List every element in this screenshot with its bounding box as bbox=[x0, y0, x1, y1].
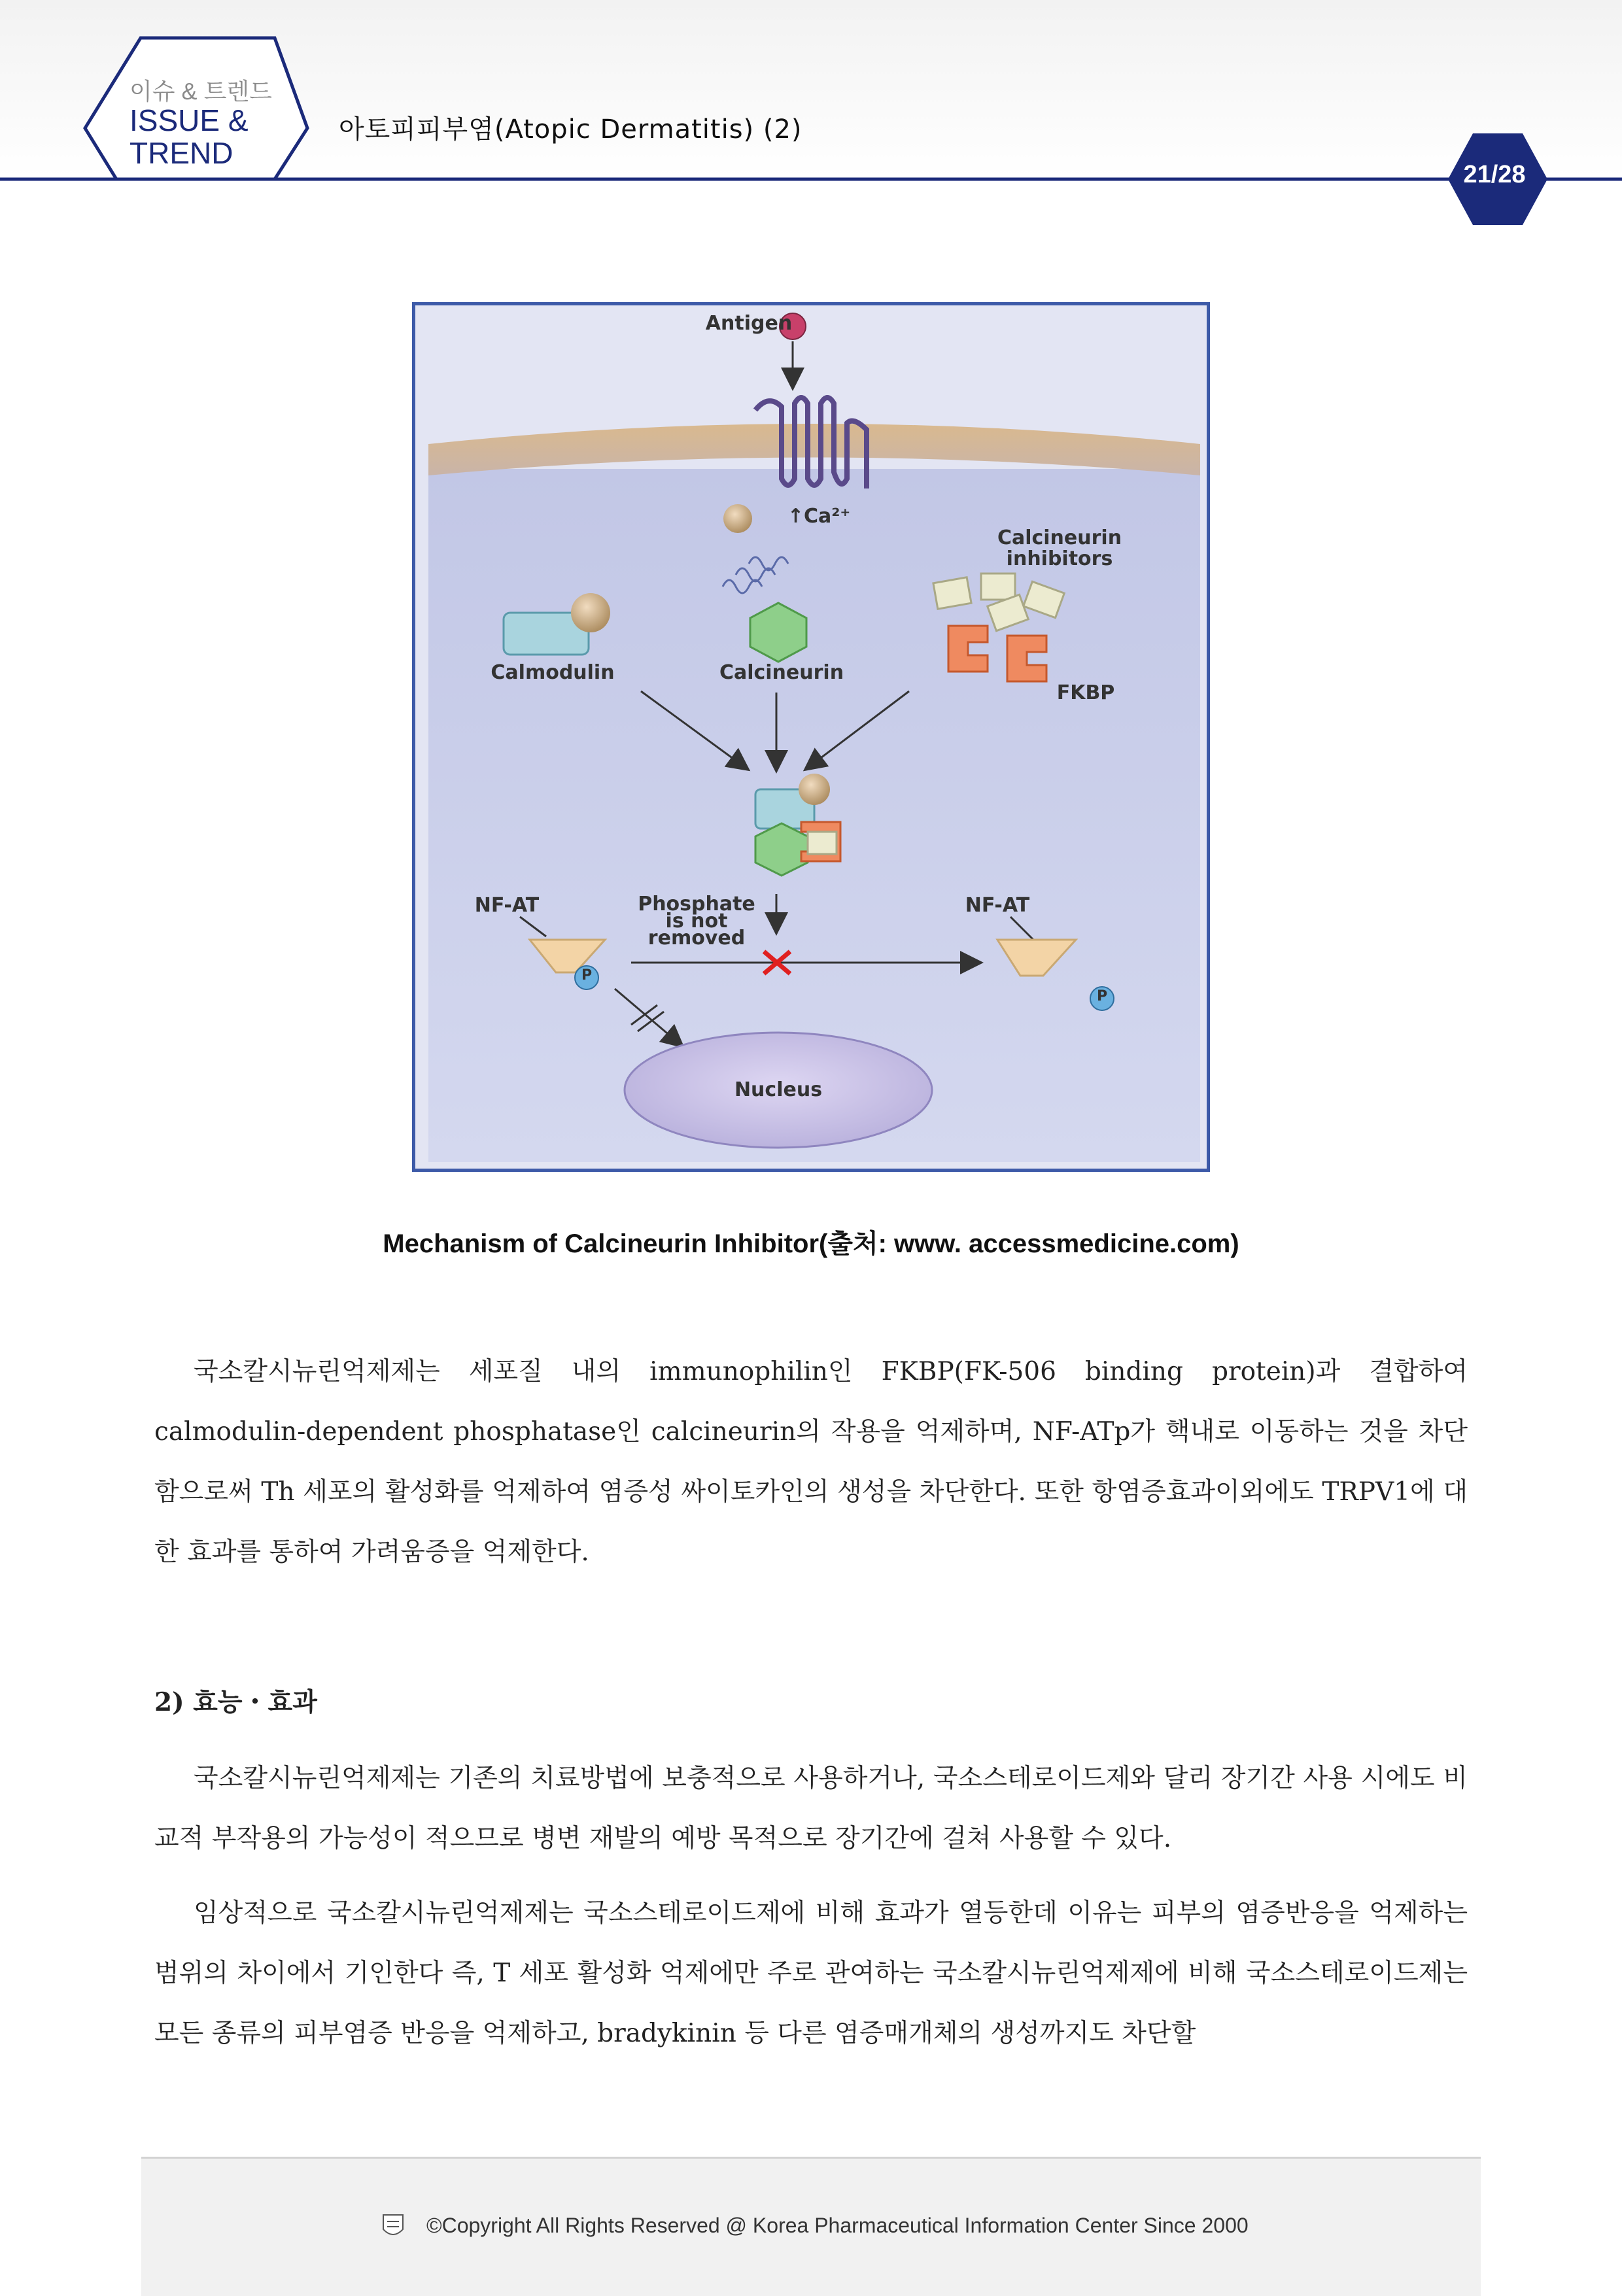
label-calcium: ↑Ca²⁺ bbox=[787, 505, 851, 528]
body-paragraph-1: 국소칼시뉴린억제제는 세포질 내의 immunophilin인 FKBP(FK-506 binding protein)과 결합하여 calmodulin-dependent phosphatase인 calcineurin의 작용을 억제하며, NF-ATp가 핵내로 이동하는 것을 차단함으로써 Th 세포의 활성화를 억제하여 염증성 싸이토카인의 생성을 차단한다. 또한 항염증효과이외에도 TRPV1에 대한 효과를 통하여 가려움증을 억제한다. bbox=[154, 1357, 1468, 1567]
page-number: 21/28 bbox=[1463, 161, 1526, 188]
badge-title-line1: ISSUE & bbox=[129, 103, 249, 137]
body-paragraph-2: 국소칼시뉴린억제제는 기존의 치료방법에 보충적으로 사용하거나, 국소스테로이드제와 달리 장기간 사용 시에도 비교적 부작용의 가능성이 적으므로 병변 재발의 예방 목적으로 장기간에 걸쳐 사용할 수 있다. bbox=[154, 1764, 1468, 1853]
page-footer bbox=[141, 2157, 1481, 2296]
label-nfat-right: NF-AT bbox=[965, 894, 1030, 917]
figure-caption: Mechanism of Calcineurin Inhibitor(출처: www. accessmedicine.com) bbox=[383, 1229, 1239, 1258]
document-title: 아토피피부염(Atopic Dermatitis) (2) bbox=[339, 114, 802, 145]
body-paragraph-3: 임상적으로 국소칼시뉴린억제제는 국소스테로이드제에 비해 효과가 열등한데 이유는 피부의 염증반응을 억제하는 범위의 차이에서 기인한다 즉, T 세포 활성화 억제에만 주로 관여하는 국소칼시뉴린억제제에 비해 국소스테로이드제는 모든 종류의 피부염증 반응을 억제하고, bradykinin 등 다른 염증매개체의 생성까지도 차단할 bbox=[154, 1898, 1468, 2048]
label-calcineurin: Calcineurin bbox=[719, 661, 844, 684]
label-nfat-left: NF-AT bbox=[474, 894, 540, 917]
shield-logo-icon bbox=[382, 2214, 404, 2240]
mechanism-diagram bbox=[415, 305, 1210, 1172]
label-nucleus: Nucleus bbox=[734, 1078, 823, 1101]
label-antigen: Antigen bbox=[705, 312, 793, 335]
label-calcineurin-inhibitors-1: Calcineurin bbox=[997, 526, 1122, 549]
calcium-ion bbox=[723, 504, 752, 533]
mechanism-figure bbox=[412, 302, 1210, 1172]
section-heading: 2) 효능・효과 bbox=[154, 1687, 317, 1717]
label-p-left: P bbox=[581, 967, 593, 984]
label-calcineurin-inhibitors-2: inhibitors bbox=[1006, 547, 1113, 570]
page-header bbox=[0, 0, 1622, 235]
copyright-text: ©Copyright All Rights Reserved @ Korea Pharmaceutical Information Center Since 2000 bbox=[426, 2214, 1249, 2237]
badge-korean-label: 이슈 & 트렌드 bbox=[129, 78, 272, 105]
label-phosphate-1: Phosphate bbox=[638, 893, 755, 916]
label-phosphate-3: removed bbox=[647, 927, 746, 950]
label-phosphate-2: is not bbox=[665, 910, 728, 933]
calmodulin-calcium-ball bbox=[571, 593, 610, 632]
label-fkbp: FKBP bbox=[1056, 681, 1115, 704]
badge-title-line2: TREND bbox=[129, 136, 233, 170]
label-calmodulin: Calmodulin bbox=[491, 661, 615, 684]
inhibitor-complex bbox=[755, 774, 840, 876]
label-p-right: P bbox=[1096, 988, 1108, 1004]
